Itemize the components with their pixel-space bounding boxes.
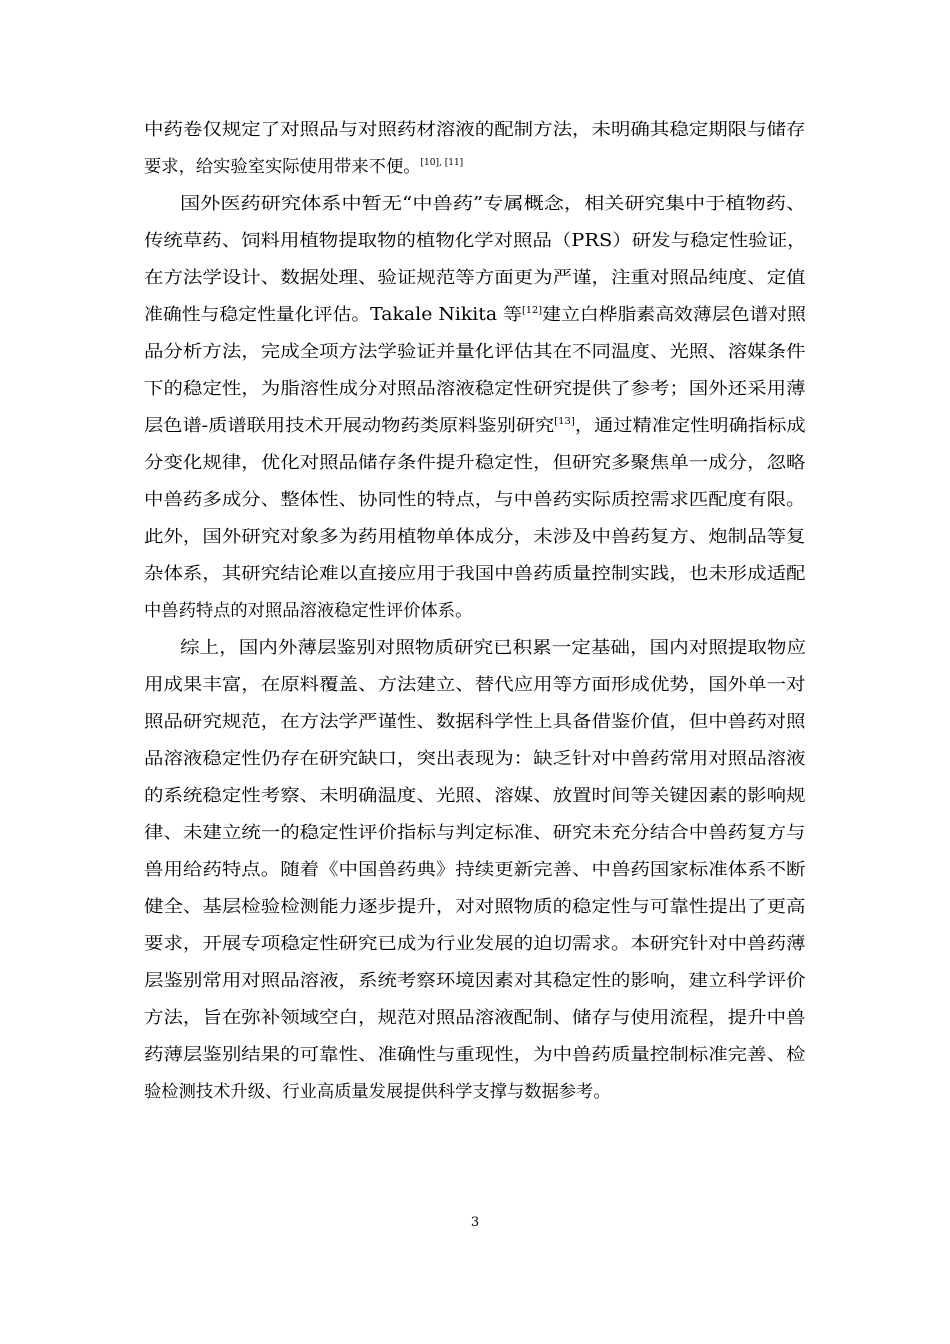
body-text-line — [144, 488, 806, 512]
line-text: 中兽药多成分、整体性、协同性的特点，与中兽药实际质控需求匹配度有限。 — [144, 490, 806, 510]
body-text-line — [144, 303, 806, 327]
line-text: 律、未建立统一的稳定性评价指标与判定标准、研究未充分结合中兽药复方与 — [144, 823, 806, 843]
line-text: 验检测技术升级、行业高质量发展提供科学支撑与数据参考。 — [144, 1082, 611, 1102]
body-text-line — [144, 895, 806, 919]
line-text: 品溶液稳定性仍存在研究缺口，突出表现为：缺乏针对中兽药常用对照品溶液 — [144, 749, 806, 769]
body-text-line — [144, 858, 806, 882]
page-number: 3 — [470, 1215, 480, 1230]
body-text-line — [144, 451, 806, 475]
body-text-line — [144, 747, 806, 771]
body-text-line — [144, 377, 806, 401]
body-text-line — [144, 784, 806, 808]
line-text: 健全、基层检验检测能力逐步提升，对对照物质的稳定性与可靠性提出了更高 — [144, 897, 806, 917]
line-text: 传统草药、饲料用植物提取物的植物化学对照品（PRS）研发与稳定性验证， — [144, 231, 807, 251]
line-text: 中药卷仅规定了对照品与对照药材溶液的配制方法，未明确其稳定期限与储存 — [144, 120, 806, 140]
body-text-line — [144, 118, 806, 142]
body-text-line — [144, 932, 806, 956]
body-text-line — [180, 192, 806, 216]
body-text-line — [144, 340, 806, 364]
line-text: 药薄层鉴别结果的可靠性、准确性与重现性，为中兽药质量控制标准完善、检 — [144, 1045, 806, 1065]
line-text: 中兽药特点的对照品溶液稳定性评价体系。 — [144, 601, 473, 621]
body-text-line — [144, 266, 806, 290]
body-text-line — [144, 821, 806, 845]
body-text-line — [144, 673, 806, 697]
body-text-line — [144, 1080, 806, 1104]
body-text-line — [144, 155, 806, 179]
line-text: 品分析方法，完成全项方法学验证并量化评估其在不同温度、光照、溶媒条件 — [144, 342, 806, 362]
line-text: 综上，国内外薄层鉴别对照物质研究已积累一定基础，国内对照提取物应 — [180, 638, 807, 658]
line-text: 要求，给实验室实际使用带来不便。 — [144, 157, 421, 177]
body-text-line — [144, 562, 806, 586]
body-text-line — [180, 636, 806, 660]
line-text: 层鉴别常用对照品溶液，系统考察环境因素对其稳定性的影响，建立科学评价 — [144, 971, 806, 991]
line-text-after: ，通过精准定性明确指标成 — [574, 416, 806, 436]
body-text-line — [144, 1043, 806, 1067]
line-text: 在方法学设计、数据处理、验证规范等方面更为严谨，注重对照品纯度、定值 — [144, 268, 806, 288]
citation-ref: [12] — [521, 306, 543, 316]
line-text: 此外，国外研究对象多为药用植物单体成分，未涉及中兽药复方、炮制品等复 — [144, 527, 806, 547]
line-text: 要求，开展专项稳定性研究已成为行业发展的迫切需求。本研究针对中兽药薄 — [144, 934, 806, 954]
line-text: 的系统稳定性考察、未明确温度、光照、溶媒、放置时间等关键因素的影响规 — [144, 786, 806, 806]
line-text: 层色谱-质谱联用技术开展动物药类原料鉴别研究 — [144, 416, 555, 436]
line-text: 方法，旨在弥补领域空白，规范对照品溶液配制、储存与使用流程，提升中兽 — [144, 1008, 806, 1028]
body-text-line — [144, 1006, 806, 1030]
body-text-line — [144, 599, 806, 623]
body-text-line — [144, 710, 806, 734]
line-text: 分变化规律，优化对照品储存条件提升稳定性，但研究多聚焦单一成分，忽略 — [144, 453, 806, 473]
citation-ref: [13] — [554, 417, 575, 427]
body-text-line — [144, 414, 806, 438]
line-text: 国外医药研究体系中暂无“中兽药”专属概念，相关研究集中于植物药、 — [180, 194, 807, 214]
line-text: 用成果丰富，在原料覆盖、方法建立、替代应用等方面形成优势，国外单一对 — [144, 675, 806, 695]
citation-ref: [10], [11] — [420, 158, 464, 168]
line-text: 杂体系，其研究结论难以直接应用于我国中兽药质量控制实践，也未形成适配 — [144, 564, 806, 584]
body-text-line — [144, 229, 806, 253]
line-text: 兽用给药特点。随着《中国兽药典》持续更新完善、中兽药国家标准体系不断 — [144, 860, 806, 880]
body-text-line — [144, 969, 806, 993]
line-text: 下的稳定性，为脂溶性成分对照品溶液稳定性研究提供了参考；国外还采用薄 — [144, 379, 806, 399]
line-text: 准确性与稳定性量化评估。Takale Nikita 等 — [144, 305, 522, 325]
body-text-line — [144, 525, 806, 549]
line-text: 照品研究规范，在方法学严谨性、数据科学性上具备借鉴价值，但中兽药对照 — [144, 712, 806, 732]
line-text-after: 建立白桦脂素高效薄层色谱对照 — [542, 305, 806, 325]
